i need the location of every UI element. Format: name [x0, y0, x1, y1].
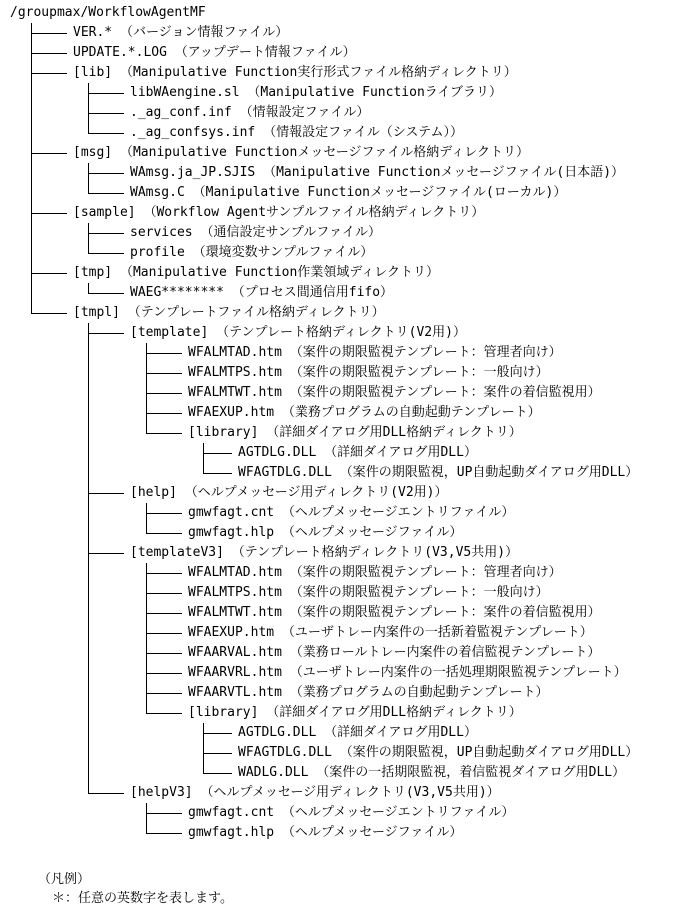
entry-description: （ヘルプメッセージ用ディレクトリ(V3,V5共用)）: [200, 785, 500, 800]
tree-branch-line: [203, 453, 232, 454]
tree-branch-line: [146, 693, 182, 694]
tree-guide-line: [88, 583, 89, 603]
tree-guide-line: [88, 443, 89, 463]
tree-guide-line: [88, 643, 89, 663]
entry-name: [lib]: [73, 65, 113, 80]
tree-guide-line: [88, 703, 89, 723]
tree-row: [0, 643, 676, 663]
file-entry: [73, 43, 356, 63]
file-entry: [188, 583, 549, 603]
tree-row: [0, 743, 676, 763]
entry-name: [library]: [188, 425, 259, 440]
entry-description: （情報設定ファイル（システム））: [263, 125, 464, 140]
tree-guide-line: [88, 523, 89, 543]
tree-row: [0, 703, 676, 723]
tree-branch-line: [146, 653, 182, 654]
directory-entry: [188, 423, 522, 443]
entry-description: （Manipulative Function作業領域ディレクトリ）: [119, 265, 440, 280]
entry-name: WFAGTDLG.DLL: [238, 465, 332, 480]
tree-row: [0, 583, 676, 603]
entry-description: （通信設定サンプルファイル）: [200, 225, 382, 240]
entry-description: （プロセス間通信用fifo）: [231, 285, 394, 300]
directory-entry: [130, 783, 500, 803]
entry-name: WFAARVRL.htm: [188, 665, 282, 680]
entry-description: （業務ロールトレー内案件の着信監視テンプレート）: [289, 645, 601, 660]
file-entry: [188, 663, 627, 683]
entry-name: ._ag_conf.inf: [130, 105, 232, 120]
file-entry: [188, 363, 549, 383]
tree-branch-line: [31, 73, 67, 74]
tree-branch-line: [146, 613, 182, 614]
entry-description: （バージョン情報ファイル）: [119, 25, 289, 40]
entry-name: AGTDLG.DLL: [238, 445, 317, 460]
tree-branch-line: [31, 273, 67, 274]
tree-rows: [0, 23, 676, 843]
tree-row: [0, 223, 676, 243]
tree-row: [0, 763, 676, 783]
entry-description: （ヘルプメッセージエントリファイル）: [281, 805, 515, 820]
entry-description: （環境変数サンプルファイル）: [192, 245, 374, 260]
file-entry: [238, 463, 638, 483]
file-entry: [188, 563, 562, 583]
file-entry: [188, 683, 548, 703]
entry-name: WFALMTPS.htm: [188, 585, 282, 600]
tree-guide-line: [88, 603, 89, 623]
file-entry: [130, 103, 369, 123]
tree-branch-line: [146, 573, 182, 574]
tree-branch-line: [31, 33, 67, 34]
directory-entry: [73, 63, 517, 83]
entry-name: WADLG.DLL: [238, 765, 309, 780]
tree-guide-line: [88, 343, 89, 363]
tree-row: [0, 43, 676, 63]
legend-note: ＊：任意の英数字を表します。: [52, 891, 233, 906]
tree-row: [0, 683, 676, 703]
file-entry: [188, 403, 541, 423]
tree-branch-line: [88, 133, 124, 134]
entry-description: （案件の一括期限監視，着信監視ダイアログ用DLL）: [316, 765, 626, 780]
tree-guide-line: [88, 763, 89, 783]
entry-description: （ユーザトレー内案件の一括処理期限監視テンプレート）: [289, 665, 627, 680]
tree-row: [0, 823, 676, 843]
entry-name: [template]: [130, 325, 209, 340]
tree-guide-line: [88, 563, 89, 583]
entry-description: （Manipulative Functionライブラリ）: [247, 85, 502, 100]
tree-guide-line: [88, 743, 89, 763]
tree-branch-line: [146, 533, 182, 534]
file-entry: [130, 243, 373, 263]
entry-name: WAEG********: [130, 285, 224, 300]
tree-guide-line: [88, 663, 89, 683]
tree-branch-line: [146, 673, 182, 674]
entry-name: WFALMTWT.htm: [188, 385, 282, 400]
file-entry: [130, 123, 463, 143]
tree-branch-line: [146, 373, 182, 374]
directory-entry: [188, 703, 522, 723]
tree-guide-line: [31, 103, 32, 123]
tree-branch-line: [88, 553, 124, 554]
entry-description: （アップデート情報ファイル）: [174, 45, 356, 60]
tree-row: [0, 303, 676, 323]
directory-entry: [73, 303, 385, 323]
tree-guide-line: [31, 243, 32, 263]
file-entry: [73, 23, 288, 43]
entry-description: （Manipulative Functionメッセージファイル格納ディレクトリ）: [119, 145, 529, 160]
tree-row: [0, 243, 676, 263]
entry-description: （案件の期限監視テンプレート：管理者向け）: [289, 565, 562, 580]
entry-name: WFALMTAD.htm: [188, 565, 282, 580]
file-entry: [130, 163, 624, 183]
tree-branch-line: [146, 413, 182, 414]
tree-row: [0, 603, 676, 623]
tree-row: [0, 423, 676, 443]
entry-name: gmwfagt.cnt: [188, 805, 275, 820]
entry-description: （テンプレート格納ディレクトリ(V2用)）: [216, 325, 466, 340]
tree-guide-line: [88, 503, 89, 523]
file-entry: [238, 443, 477, 463]
tree-row: [0, 103, 676, 123]
file-entry: [130, 183, 566, 203]
tree-row: [0, 123, 676, 143]
tree-row: [0, 623, 676, 643]
tree-branch-line: [146, 833, 182, 834]
entry-name: ._ag_confsys.inf: [130, 125, 256, 140]
entry-name: gmwfagt.hlp: [188, 825, 275, 840]
tree-branch-line: [203, 473, 232, 474]
file-entry: [188, 803, 514, 823]
entry-description: （業務プログラムの自動起動テンプレート）: [281, 405, 541, 420]
entry-name: UPDATE.*.LOG: [73, 45, 167, 60]
entry-name: [msg]: [73, 145, 113, 160]
file-entry: [188, 603, 601, 623]
tree-guide-line: [88, 723, 89, 743]
file-entry: [238, 743, 638, 763]
file-entry: [188, 343, 562, 363]
tree-row: [0, 723, 676, 743]
entry-name: [tmp]: [73, 265, 113, 280]
tree-row: [0, 23, 676, 43]
entry-description: （Manipulative Functionメッセージファイル(日本語)）: [263, 165, 625, 180]
entry-description: （詳細ダイアログ用DLL格納ディレクトリ）: [266, 425, 522, 440]
entry-description: （ヘルプメッセージファイル）: [281, 525, 463, 540]
tree-row: [0, 483, 676, 503]
directory-entry: [73, 143, 529, 163]
entry-description: （詳細ダイアログ用DLL格納ディレクトリ）: [266, 705, 522, 720]
entry-description: （Workflow Agentサンプルファイル格納ディレクトリ）: [143, 205, 485, 220]
file-entry: [188, 623, 593, 643]
entry-name: [help]: [130, 485, 177, 500]
tree-row: [0, 523, 676, 543]
tree-guide-line: [88, 463, 89, 483]
entry-name: WFAEXUP.htm: [188, 625, 275, 640]
tree-branch-line: [31, 153, 67, 154]
entry-description: （案件の期限監視テンプレート：一般向け）: [289, 365, 549, 380]
tree-row: [0, 343, 676, 363]
entry-description: （テンプレート格納ディレクトリ(V3,V5共用)）: [231, 545, 519, 560]
entry-name: gmwfagt.cnt: [188, 505, 275, 520]
entry-name: WFAEXUP.htm: [188, 405, 275, 420]
directory-entry: [130, 543, 518, 563]
tree-guide-line: [88, 403, 89, 423]
tree-row: [0, 183, 676, 203]
tree-guide-line: [31, 83, 32, 103]
entry-name: WFAGTDLG.DLL: [238, 745, 332, 760]
entry-description: （詳細ダイアログ用DLL）: [324, 445, 477, 460]
tree-branch-line: [88, 173, 124, 174]
tree-branch-line: [146, 633, 182, 634]
tree-row: [0, 803, 676, 823]
entry-description: （詳細ダイアログ用DLL）: [324, 725, 477, 740]
file-entry: [188, 523, 462, 543]
tree-branch-line: [146, 713, 182, 714]
entry-description: （ヘルプメッセージファイル）: [281, 825, 463, 840]
tree-row: [0, 463, 676, 483]
legend: [38, 870, 233, 908]
tree-branch-line: [88, 333, 124, 334]
tree-branch-line: [88, 493, 124, 494]
file-entry: [130, 283, 393, 303]
tree-row: [0, 363, 676, 383]
tree-row: [0, 263, 676, 283]
entry-description: （業務プログラムの自動起動テンプレート）: [289, 685, 549, 700]
entry-name: [helpV3]: [130, 785, 193, 800]
entry-description: （ユーザトレー内案件の一括新着監視テンプレート）: [281, 625, 593, 640]
tree-branch-line: [88, 253, 124, 254]
directory-entry: [130, 323, 466, 343]
tree-branch-line: [146, 353, 182, 354]
tree-branch-line: [31, 53, 67, 54]
file-entry: [238, 763, 625, 783]
file-entry: [188, 823, 462, 843]
tree-branch-line: [88, 193, 124, 194]
tree-branch-line: [146, 513, 182, 514]
tree-branch-line: [88, 233, 124, 234]
entry-name: WAmsg.ja_JP.SJIS: [130, 165, 256, 180]
tree-row: [0, 403, 676, 423]
entry-name: WFAARVAL.htm: [188, 645, 282, 660]
tree-guide-line: [88, 423, 89, 443]
entry-name: VER.*: [73, 25, 113, 40]
entry-description: （案件の期限監視テンプレート：管理者向け）: [289, 345, 562, 360]
file-entry: [130, 223, 381, 243]
entry-description: （案件の期限監視テンプレート：一般向け）: [289, 585, 549, 600]
tree-row: [0, 663, 676, 683]
tree-row: [0, 163, 676, 183]
tree-branch-line: [203, 753, 232, 754]
directory-entry: [73, 263, 439, 283]
tree-branch-line: [146, 433, 182, 434]
tree-row: [0, 503, 676, 523]
entry-name: gmwfagt.hlp: [188, 525, 275, 540]
tree-row: [0, 783, 676, 803]
entry-name: [sample]: [73, 205, 136, 220]
tree-branch-line: [203, 773, 232, 774]
file-entry: [188, 383, 601, 403]
file-entry: [188, 503, 514, 523]
entry-name: AGTDLG.DLL: [238, 725, 317, 740]
entry-name: libWAengine.sl: [130, 85, 240, 100]
tree-guide-line: [31, 283, 32, 303]
tree-guide-line: [31, 123, 32, 143]
tree-row: [0, 383, 676, 403]
root-directory-path: /groupmax/WorkflowAgentMF: [10, 5, 206, 20]
file-entry: [130, 83, 502, 103]
entry-description: （Manipulative Functionメッセージファイル(ローカル)）: [192, 185, 567, 200]
tree-guide-line: [88, 623, 89, 643]
entry-name: WAmsg.C: [130, 185, 185, 200]
tree-row: [0, 143, 676, 163]
entry-name: [templateV3]: [130, 545, 224, 560]
tree-row: [0, 323, 676, 343]
entry-name: WFAARVTL.htm: [188, 685, 282, 700]
tree-branch-line: [88, 113, 124, 114]
entry-name: [tmpl]: [73, 305, 120, 320]
tree-row: [0, 83, 676, 103]
directory-entry: [73, 203, 484, 223]
entry-name: [library]: [188, 705, 259, 720]
tree-guide-line: [88, 383, 89, 403]
entry-name: WFALMTWT.htm: [188, 605, 282, 620]
tree-branch-line: [88, 93, 124, 94]
entry-description: （ヘルプメッセージエントリファイル）: [281, 505, 515, 520]
entry-description: （案件の期限監視テンプレート：案件の着信監視用）: [289, 605, 601, 620]
tree-branch-line: [146, 393, 182, 394]
tree-guide-line: [88, 683, 89, 703]
directory-entry: [130, 483, 448, 503]
tree-branch-line: [203, 733, 232, 734]
entry-name: WFALMTAD.htm: [188, 345, 282, 360]
entry-name: WFALMTPS.htm: [188, 365, 282, 380]
entry-name: profile: [130, 245, 185, 260]
tree-branch-line: [31, 213, 67, 214]
tree-row: [0, 443, 676, 463]
tree-branch-line: [88, 793, 124, 794]
entry-description: （Manipulative Function実行形式ファイル格納ディレクトリ）: [119, 65, 517, 80]
tree-branch-line: [146, 593, 182, 594]
tree-branch-line: [88, 293, 124, 294]
entry-description: （ヘルプメッセージ用ディレクトリ(V2用)）: [184, 485, 448, 500]
file-entry: [238, 723, 477, 743]
entry-description: （情報設定ファイル）: [239, 105, 370, 120]
entry-description: （案件の期限監視，UP自動起動ダイアログ用DLL）: [339, 465, 639, 480]
legend-title: （凡例）: [38, 872, 91, 887]
entry-name: services: [130, 225, 193, 240]
file-entry: [188, 643, 600, 663]
tree-row: [0, 63, 676, 83]
tree-guide-line: [31, 183, 32, 203]
entry-description: （案件の期限監視，UP自動起動ダイアログ用DLL）: [339, 745, 639, 760]
tree-branch-line: [146, 813, 182, 814]
tree-branch-line: [31, 313, 67, 314]
tree-row: [0, 543, 676, 563]
tree-row: [0, 283, 676, 303]
tree-row: [0, 203, 676, 223]
entry-description: （テンプレートファイル格納ディレクトリ）: [127, 305, 385, 320]
entry-description: （案件の期限監視テンプレート：案件の着信監視用）: [289, 385, 601, 400]
tree-guide-line: [31, 163, 32, 183]
tree-guide-line: [31, 223, 32, 243]
tree-guide-line: [88, 363, 89, 383]
tree-row: [0, 563, 676, 583]
